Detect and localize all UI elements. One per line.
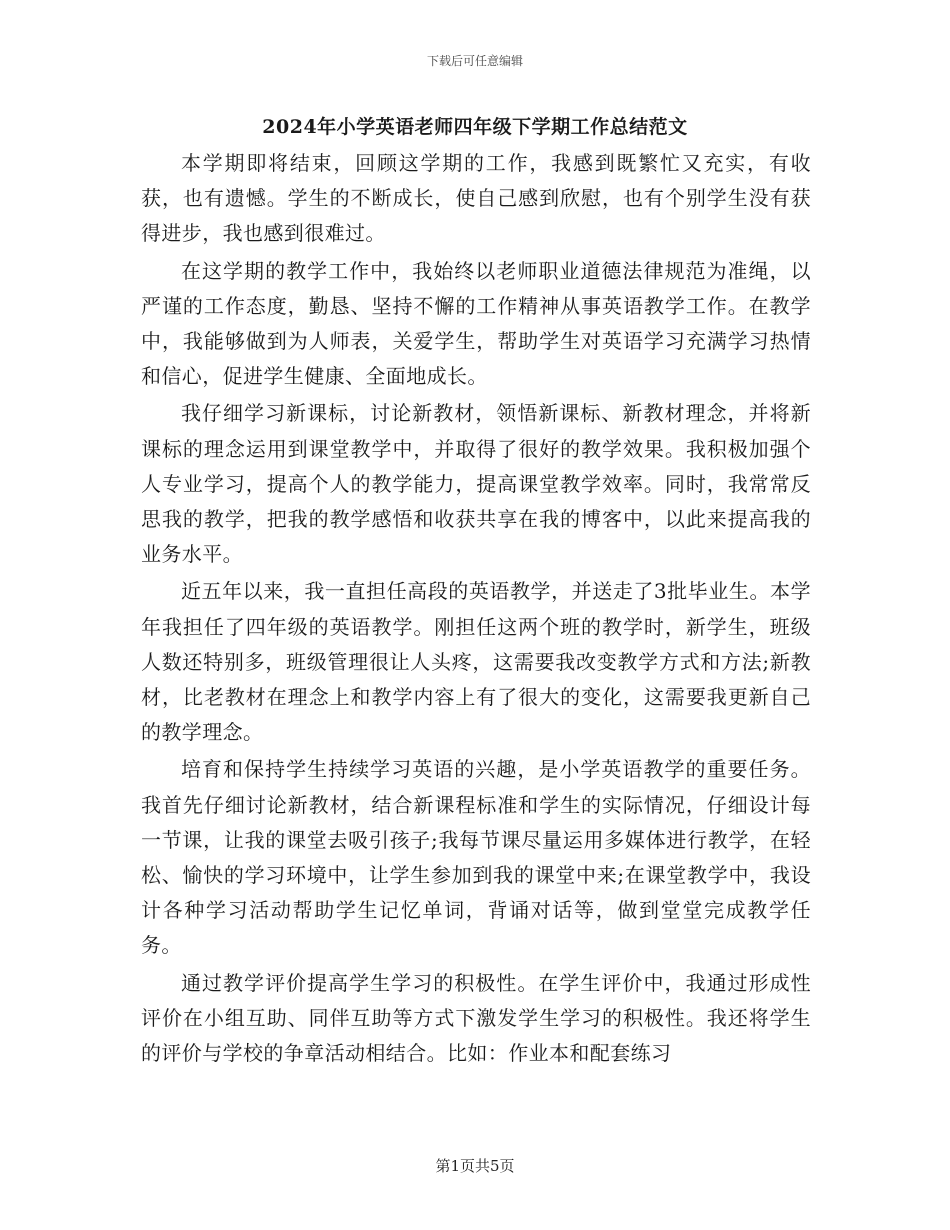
- page-number-footer: 第1页共5页: [435, 1157, 515, 1175]
- paragraph: 通过教学评价提高学生学习的积极性。在学生评价中，我通过形成性评价在小组互助、同伴互助等方式下激发学生学习的积极性。我还将学生的评价与学校的争章活动相结合。比如：作业本和配套练习: [141, 970, 811, 1066]
- header-note: 下载后可任意编辑: [426, 54, 523, 68]
- paragraph: 培育和保持学生持续学习英语的兴趣，是小学英语教学的重要任务。我首先仔细讨论新教材，结合新课程标准和学生的实际情况，仔细设计每一节课，让我的课堂去吸引孩子;我每节课尽量运用多媒体进行教学，在轻松、愉快的学习环境中，让学生参加到我的课堂中来;在课堂教学中，我设计各种学习活动帮助学生记忆单词，背诵对话等，做到堂堂完成教学任务。: [141, 757, 811, 958]
- paragraph: 近五年以来，我一直担任高段的英语教学，并送走了3批毕业生。本学年我担任了四年级的英语教学。刚担任这两个班的教学时，新学生，班级人数还特别多，班级管理很让人头疼，这需要我改变教学方式和方法;新教材，比老教材在理念上和教学内容上有了很大的变化，这需要我更新自己的教学理念。: [141, 579, 811, 745]
- document-body: [141, 146, 811, 1073]
- paragraph: 我仔细学习新课标，讨论新教材，领悟新课标、新教材理念，并将新课标的理念运用到课堂教学中，并取得了很好的教学效果。我积极加强个人专业学习，提高个人的教学能力，提高课堂教学效率。同时，我常常反思我的教学，把我的教学感悟和收获共享在我的博客中，以此来提高我的业务水平。: [141, 401, 811, 567]
- paragraph: 本学期即将结束，回顾这学期的工作，我感到既繁忙又充实，有收获，也有遗憾。学生的不断成长，使自己感到欣慰，也有个别学生没有获得进步，我也感到很难过。: [141, 151, 811, 246]
- paragraph: 在这学期的教学工作中，我始终以老师职业道德法律规范为准绳，以严谨的工作态度，勤恳、坚持不懈的工作精神从事英语教学工作。在教学中，我能够做到为人师表，关爱学生，帮助学生对英语学习充满学习热情和信心，促进学生健康、全面地成长。: [141, 258, 811, 389]
- document-title: 2024年小学英语老师四年级下学期工作总结范文: [262, 116, 688, 138]
